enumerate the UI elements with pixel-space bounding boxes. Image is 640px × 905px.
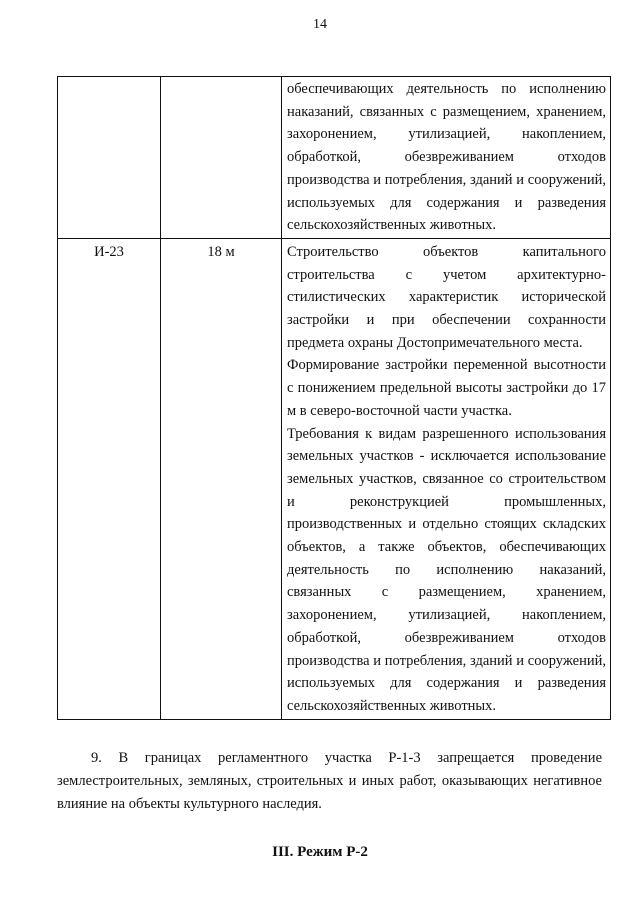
- page-number: 14: [313, 17, 327, 32]
- zone-code-cell: [58, 77, 161, 239]
- requirement-paragraph: обеспечивающих деятельность по исполнению наказаний, связанных с размещением, хранением, захоронением, утилизацией, накоплением, обработкой, обезвреживанием отходов производства и потребления, зданий и сооружений, используемых для содержания и разведения сельскохозяйственных животных.: [287, 81, 606, 234]
- height-cell: [161, 77, 282, 239]
- zone-code-cell: [58, 238, 161, 719]
- clause-9-paragraph: 9. В границах регламентного участка Р-1-3 запрещается проведение землестроительных, земляных, строительных и иных работ, оказывающих негативное влияние на объекты культурного наследия.: [57, 750, 602, 812]
- table-row: [58, 77, 611, 239]
- requirements-cell: [282, 77, 611, 239]
- requirement-paragraph: Требования к видам разрешенного использования земельных участков - исключается использование земельных участков, связанное со строительством и реконструкцией промышленных, производственных и отдельно стоящих складских объектов, а также объектов, обеспечивающих деятельность по исполнению наказаний, связанных с размещением, хранением, захоронением, утилизацией, накоплением, обработкой, обезвреживанием отходов производства и потребления, зданий и сооружений, используемых для содержания и разведения сельскохозяйственных животных.: [287, 425, 606, 714]
- height-cell: [161, 238, 282, 719]
- height-value: 18 м: [207, 243, 235, 260]
- requirement-paragraph: Формирование застройки переменной высотности с понижением предельной высоты застройки до 17 м в северо-восточной части участка.: [287, 357, 606, 419]
- section-title: III. Режим Р-2: [272, 844, 368, 860]
- zone-code: И-23: [94, 243, 124, 260]
- regulation-table: [57, 76, 611, 720]
- requirements-cell: [282, 238, 611, 719]
- requirement-paragraph: Строительство объектов капитального строительства с учетом архитектурно-стилистических характеристик исторической застройки и при обеспечении сохранности предмета охраны Достопримечательного места.: [287, 243, 606, 351]
- table-row: [58, 238, 611, 719]
